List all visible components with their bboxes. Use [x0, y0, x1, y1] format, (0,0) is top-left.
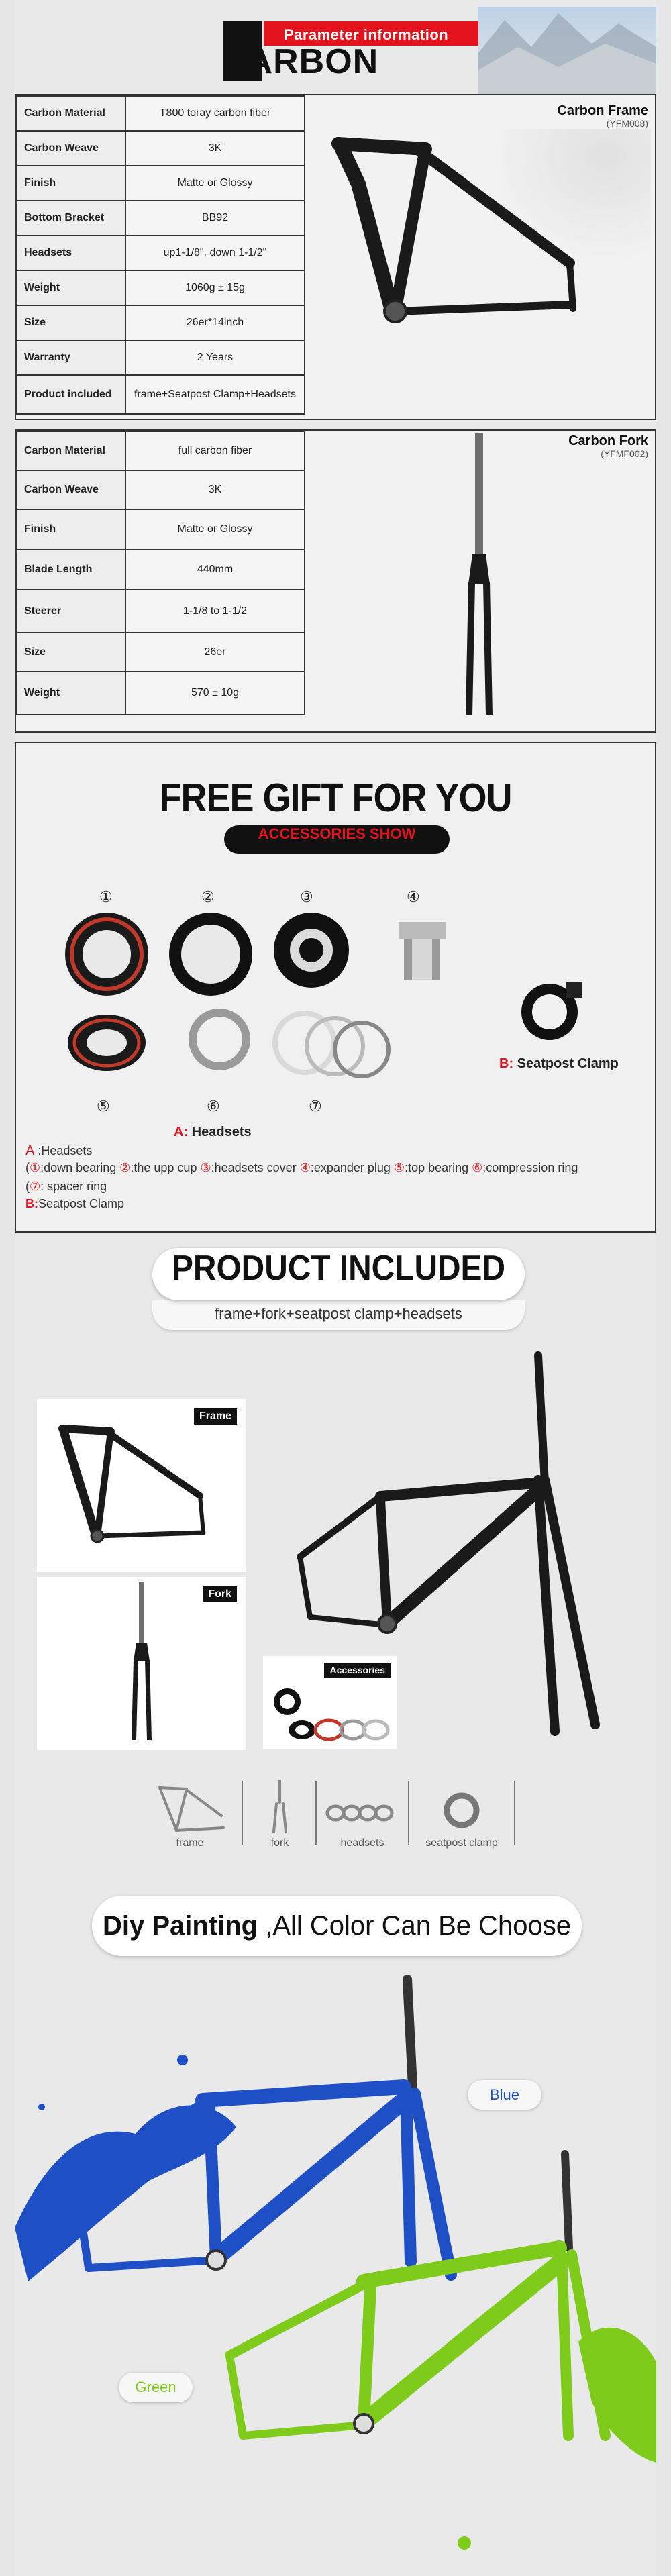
included-subtitle: frame+fork+seatpost clamp+headsets: [152, 1300, 525, 1330]
spec-value: 440mm: [125, 550, 305, 590]
spec-value: 3K: [125, 131, 305, 166]
legend-part-text: :top bearing: [405, 1161, 472, 1174]
part-b-name: Seatpost Clamp: [517, 1056, 619, 1071]
spec-value: full carbon fiber: [125, 431, 305, 470]
fork-card: [37, 1577, 246, 1750]
headset-parts-image: [50, 909, 466, 1090]
category-fork-label: fork: [270, 1837, 289, 1849]
spec-key: Product included: [17, 375, 125, 414]
legend-part-num: ②: [119, 1161, 131, 1174]
spec-key: Bottom Bracket: [17, 201, 125, 236]
legend-b-text: Seatpost Clamp: [38, 1197, 125, 1210]
category-fork: [250, 1778, 310, 1852]
brand-logo: CARBON: [221, 42, 379, 81]
spec-value: Matte or Glossy: [125, 166, 305, 201]
frame-fork-set-image: [280, 1349, 629, 1745]
divider: [514, 1781, 515, 1845]
diy-title-rest: ,All Color Can Be Choose: [258, 1911, 572, 1941]
part-number-4: ④: [407, 888, 420, 905]
category-seatpost-clamp-label: seatpost clamp: [425, 1837, 498, 1849]
legend-b-letter: B:: [25, 1197, 38, 1210]
spec-row: [17, 431, 305, 470]
spec-value: frame+Seatpost Clamp+Headsets: [125, 375, 305, 414]
spec-value: T800 toray carbon fiber: [125, 96, 305, 131]
category-seatpost-clamp: [415, 1778, 509, 1852]
fork-image: [446, 433, 513, 729]
frame-card-image: [49, 1422, 230, 1563]
part-number-7: ⑦: [309, 1098, 322, 1115]
legend-part-num: ③: [200, 1161, 211, 1174]
spec-key: Carbon Weave: [17, 131, 125, 166]
frame-code: (YFM008): [606, 118, 648, 129]
spec-value: 2 Years: [125, 340, 305, 375]
included-categories: [146, 1778, 534, 1852]
category-frame-label: frame: [176, 1837, 204, 1849]
spec-key: Steerer: [17, 590, 125, 633]
part-number-5: ⑤: [97, 1098, 110, 1115]
spec-row: [17, 305, 305, 340]
spec-value: BB92: [125, 201, 305, 236]
spec-key: Finish: [17, 509, 125, 550]
spec-value: up1-1/8", down 1-1/2": [125, 236, 305, 270]
spec-key: Carbon Weave: [17, 470, 125, 509]
part-number-1: ①: [99, 888, 113, 905]
frame-card: [37, 1399, 246, 1572]
divider: [315, 1781, 317, 1845]
spec-key: Size: [17, 305, 125, 340]
divider: [242, 1781, 243, 1845]
part-number-2: ②: [201, 888, 215, 905]
spec-row: [17, 340, 305, 375]
legend-part-num: ④: [299, 1161, 311, 1174]
legend-spacer-line: (⑦: spacer ring: [25, 1180, 107, 1193]
included-title-pill: [152, 1248, 525, 1300]
legend-part-text: :expander plug: [310, 1161, 394, 1174]
parameter-header: [15, 7, 656, 87]
fork-spec-panel: [15, 429, 656, 733]
product-page: [15, 0, 656, 2576]
spec-key: Headsets: [17, 236, 125, 270]
spec-row: [17, 470, 305, 509]
part-number-6: ⑥: [207, 1098, 220, 1115]
gift-title: FREE GIFT FOR YOU: [159, 776, 512, 820]
spec-row: [17, 131, 305, 166]
spec-key: Warranty: [17, 340, 125, 375]
spec-key: Weight: [17, 270, 125, 305]
included-title: PRODUCT INCLUDED: [171, 1249, 506, 1288]
legend-a-text: :Headsets: [34, 1144, 93, 1157]
legend-part-text: :the upp cup: [130, 1161, 201, 1174]
legend-part-text: :headsets cover: [211, 1161, 300, 1174]
spec-row: [17, 96, 305, 131]
spec-key: Blade Length: [17, 550, 125, 590]
spec-row: [17, 166, 305, 201]
legend-a-letter: A: [25, 1143, 35, 1158]
fork-card-image: [121, 1582, 162, 1747]
legend-part-text: :compression ring: [482, 1161, 578, 1174]
spec-row: [17, 270, 305, 305]
part-a-letter: A:: [174, 1125, 189, 1139]
frame-image: [311, 129, 651, 417]
fork-card-tag: Fork: [203, 1586, 237, 1602]
part-b-label: [499, 1056, 619, 1072]
spec-value: Matte or Glossy: [125, 509, 305, 550]
spec-key: Size: [17, 633, 125, 672]
spec-row: [17, 550, 305, 590]
frame-card-tag: Frame: [194, 1408, 237, 1425]
frame-spec-table: [16, 95, 305, 415]
frame-icon: [146, 1778, 234, 1835]
category-frame: [146, 1778, 234, 1852]
mountain-rider-image: [478, 7, 656, 94]
legend-part-num: ①: [30, 1161, 41, 1174]
green-color-option: Green: [119, 2373, 193, 2402]
spec-value: 1060g ± 15g: [125, 270, 305, 305]
banner-text: Parameter information: [284, 26, 449, 43]
legend-spacer-num: ⑦: [30, 1180, 41, 1193]
category-headsets: [322, 1778, 403, 1852]
legend-seatpost: [25, 1197, 124, 1211]
accessories-badge-text: ACCESSORIES SHOW: [258, 825, 416, 842]
accessories-card-tag: Accessories: [324, 1663, 391, 1678]
legend-headsets: [25, 1143, 92, 1159]
spec-row: [17, 633, 305, 672]
category-headsets-label: headsets: [340, 1837, 384, 1849]
frame-title: Carbon Frame: [557, 103, 648, 118]
spec-value: 570 ± 10g: [125, 672, 305, 715]
divider: [408, 1781, 409, 1845]
seatpost-clamp-icon: [415, 1778, 509, 1835]
blue-color-option: Blue: [468, 2080, 541, 2110]
diy-painting-banner: [92, 1896, 582, 1956]
legend-parts-line: (①:down bearing ②:the upp cup ③:headsets cover ④:expander plug ⑤:top bearing ⑥:compression ring: [25, 1161, 578, 1174]
spec-row: [17, 590, 305, 633]
legend-spacer-text: : spacer ring: [40, 1180, 107, 1193]
part-number-3: ③: [300, 888, 313, 905]
spec-value: 1-1/8 to 1-1/2: [125, 590, 305, 633]
part-b-letter: B:: [499, 1056, 514, 1071]
spec-key: Finish: [17, 166, 125, 201]
fork-icon: [250, 1778, 310, 1835]
free-gift-panel: [15, 742, 656, 1233]
spec-key: Carbon Material: [17, 431, 125, 470]
spec-row: [17, 509, 305, 550]
frame-spec-panel: [15, 94, 656, 420]
spec-row: [17, 201, 305, 236]
legend-part-num: ⑤: [393, 1161, 405, 1174]
painted-frames-image: [15, 1966, 656, 2570]
seatpost-clamp-image: [513, 975, 586, 1042]
fork-title: Carbon Fork: [568, 433, 648, 448]
legend-part-num: ⑥: [472, 1161, 483, 1174]
legend-part-text: :down bearing: [40, 1161, 120, 1174]
part-a-label: [174, 1125, 252, 1140]
spec-row: [17, 672, 305, 715]
spec-value: 26er: [125, 633, 305, 672]
spec-key: Weight: [17, 672, 125, 715]
accessories-badge: [224, 825, 450, 854]
spec-row: [17, 375, 305, 414]
spec-key: Carbon Material: [17, 96, 125, 131]
part-a-name: Headsets: [191, 1125, 252, 1139]
spec-value: 3K: [125, 470, 305, 509]
fork-code: (YFMF002): [601, 448, 648, 459]
fork-spec-table: [16, 431, 305, 715]
spec-value: 26er*14inch: [125, 305, 305, 340]
spec-row: [17, 236, 305, 270]
diy-title-bold: Diy Painting: [102, 1911, 258, 1941]
headsets-icon: [322, 1778, 403, 1835]
